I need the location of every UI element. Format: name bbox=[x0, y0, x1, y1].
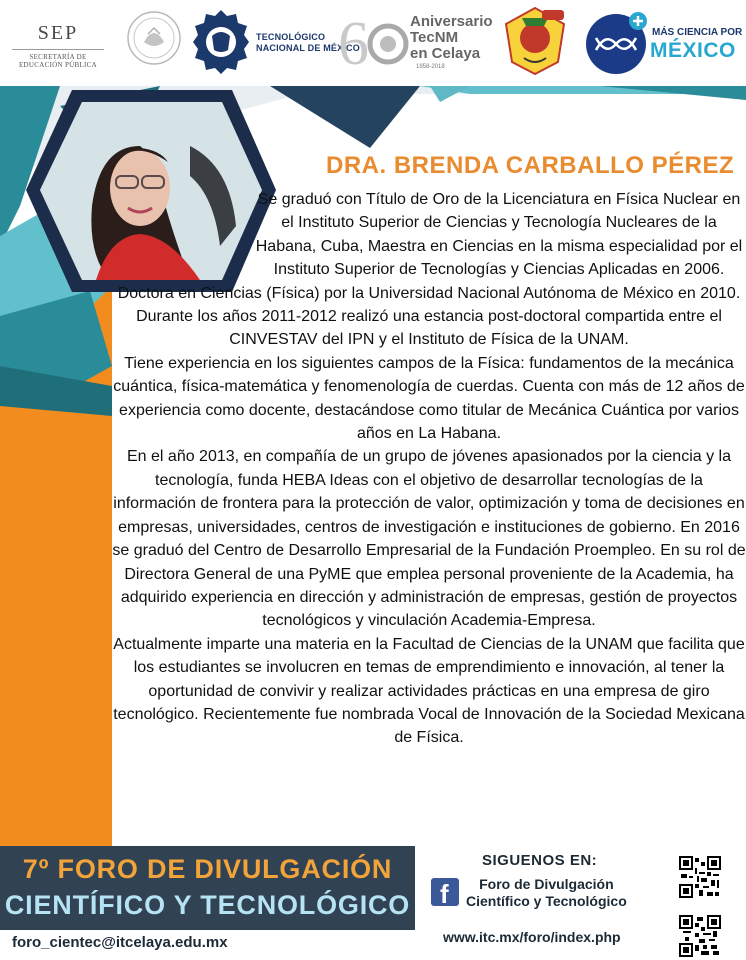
contact-email[interactable]: foro_cientec@itcelaya.edu.mx bbox=[12, 934, 228, 951]
dna-circle-icon bbox=[584, 10, 650, 76]
aniversario-line3: en Celaya bbox=[410, 45, 481, 62]
sixty-emblem-icon bbox=[338, 6, 410, 76]
bio-paragraph-4: En el año 2013, en compañía de un grupo de jóvenes apasionados por la ciencia y la tecnología, funda HEBA Ideas con el objetivo de desarrollar tecnologías de la información de frontera para la protección de valor, optimización y toma de decisiones en empresas, universidades, centros de investigación e instituciones de gobierno. En 2016 se graduó del Centro de Desarrollo Empresarial de la Fundación Proempleo. En su rol de Directora General de una PyME que emplea personal proveniente de la Academia, ha adquirido experiencia en dirección y administración de empresas, gestión de proyectos tecnológicos y vinculación Academia-Empresa. bbox=[112, 448, 746, 630]
tecnm-gear-icon bbox=[192, 8, 250, 76]
tecnm-logo bbox=[192, 8, 360, 76]
sep-logo bbox=[8, 18, 108, 70]
sep-logo-divider bbox=[12, 49, 104, 50]
aniversario-line1: Aniversario bbox=[410, 13, 493, 30]
qr-code-icon[interactable] bbox=[679, 856, 721, 898]
facebook-name-line1: Foro de Divulgación bbox=[479, 876, 614, 892]
speaker-name: DRA. BRENDA CARBALLO PÉREZ bbox=[326, 152, 735, 179]
forum-title-line1: 7º FORO DE DIVULGACIÓN bbox=[22, 854, 393, 884]
facebook-glyph: f bbox=[440, 879, 449, 909]
tecnm-line1: TECNOLÓGICO bbox=[256, 32, 326, 42]
facebook-page-name[interactable] bbox=[466, 876, 627, 910]
sep-subtitle-line2: EDUCACIÓN PÚBLICA bbox=[18, 61, 98, 69]
aniversario-line2: TecNM bbox=[410, 29, 459, 46]
website-link[interactable]: www.itc.mx/foro/index.php bbox=[443, 929, 621, 945]
itcelaya-mascot-icon bbox=[502, 4, 568, 78]
aniversario-logo bbox=[336, 2, 502, 78]
sep-logo-subtitle bbox=[8, 53, 108, 69]
aniversario-years: 1958-2018 bbox=[416, 64, 445, 70]
mas-ciencia-logo bbox=[584, 8, 744, 78]
follow-label: SIGUENOS EN: bbox=[482, 852, 598, 869]
bio-paragraph-2: Doctora en Ciencias (Física) por la Universidad Nacional Autónoma de México en 2010. Durante los años 2011-2012 realizó una estancia post-doctoral compartida entre el CINVESTAV del IPN y el Instituto de Física de la UNAM. bbox=[117, 284, 741, 349]
bio-paragraph-1: Se graduó con Título de Oro de la Licenciatura en Física Nuclear en el Instituto Superior de Ciencias y Tecnología Nucleares de la Habana, Cuba, Maestra en Ciencias en la misma especialidad por el Instituto Superior de Tecnologías y Ciencias Aplicadas en 2006. bbox=[255, 191, 743, 279]
mas-ciencia-bottom-text: MÉXICO bbox=[650, 39, 736, 62]
bio-paragraph-3: Tiene experiencia en los siguientes campos de la Física: fundamentos de la mecánica cuántica, física-matemática y fenomenología de cuerdas. Cuenta con más de 12 años de experiencia como docente, destacándose como titular de Mecánica Cuántica por varios años en La Habana. bbox=[113, 354, 745, 443]
header-logos bbox=[0, 0, 746, 86]
svg-text:6: 6 bbox=[338, 10, 369, 76]
facebook-icon[interactable] bbox=[431, 878, 459, 909]
bio-paragraph-5: Actualmente imparte una materia en la Facultad de Ciencias de la UNAM que facilita que los estudiantes se involucren en temas de emprendimiento e innovación, al tener la oportunidad de convivir y realizar actividades prácticas en una empresa de giro tecnológico. Recientemente fue nombrada Vocal de Innovación de la Sociedad Mexicana de Física. bbox=[113, 635, 745, 747]
mas-ciencia-top-text: MÁS CIENCIA POR bbox=[652, 27, 743, 38]
tecnm-line2: NACIONAL DE MÉXICO bbox=[256, 43, 360, 53]
forum-title-box bbox=[0, 846, 415, 930]
speaker-bio bbox=[112, 188, 746, 750]
sep-subtitle-line1: SECRETARÍA DE bbox=[29, 53, 87, 61]
aniversario-text bbox=[410, 14, 493, 62]
qr-code-icon[interactable] bbox=[679, 915, 721, 957]
forum-title-line2: CIENTÍFICO Y TECNOLÓGICO bbox=[4, 890, 411, 920]
facebook-name-line2: Científico y Tecnológico bbox=[466, 893, 627, 909]
sep-logo-text: SEP bbox=[37, 22, 79, 44]
national-seal-icon bbox=[126, 10, 182, 66]
